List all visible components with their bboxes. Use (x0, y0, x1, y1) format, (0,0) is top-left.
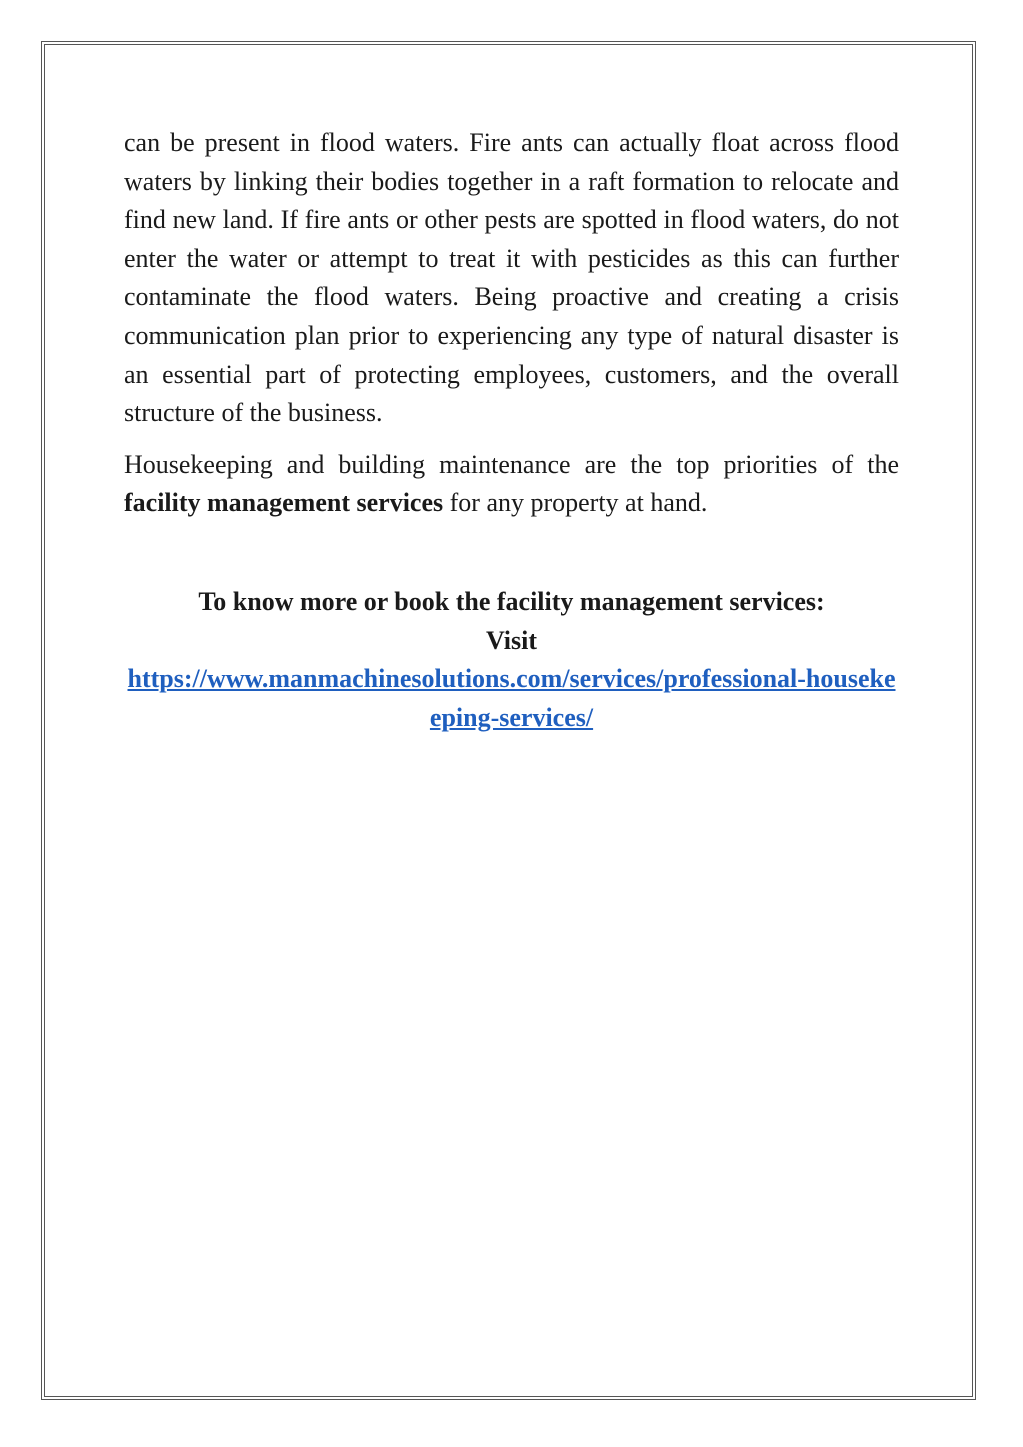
paragraph-flood-waters: can be present in flood waters. Fire ants can actually float across flood waters by linking their bodies together in a raft formation to relocate and find new land. If fire ants or other pests are spotted in flood waters, do not enter the water or attempt to treat it with pesticides as this can further contaminate the flood waters. Being proactive and creating a crisis communication plan prior to experiencing any type of natural disaster is an essential part of protecting employees, customers, and the overall structure of the business. (124, 128, 899, 428)
paragraph-housekeeping-end: for any property at hand. (443, 488, 708, 518)
paragraph-housekeeping (124, 446, 899, 523)
housekeeping-services-link[interactable]: https://www.manmachinesolutions.com/services/professional-housekeeping-services/ (127, 664, 896, 732)
call-to-action (124, 583, 899, 737)
cta-visit-label: Visit (485, 625, 538, 655)
facility-management-services-bold: facility management services (124, 488, 444, 518)
document-body (124, 124, 899, 737)
paragraph-housekeeping-start: Housekeeping and building maintenance are the top priorities of the (124, 449, 899, 479)
cta-heading: To know more or book the facility management services: (198, 586, 825, 616)
